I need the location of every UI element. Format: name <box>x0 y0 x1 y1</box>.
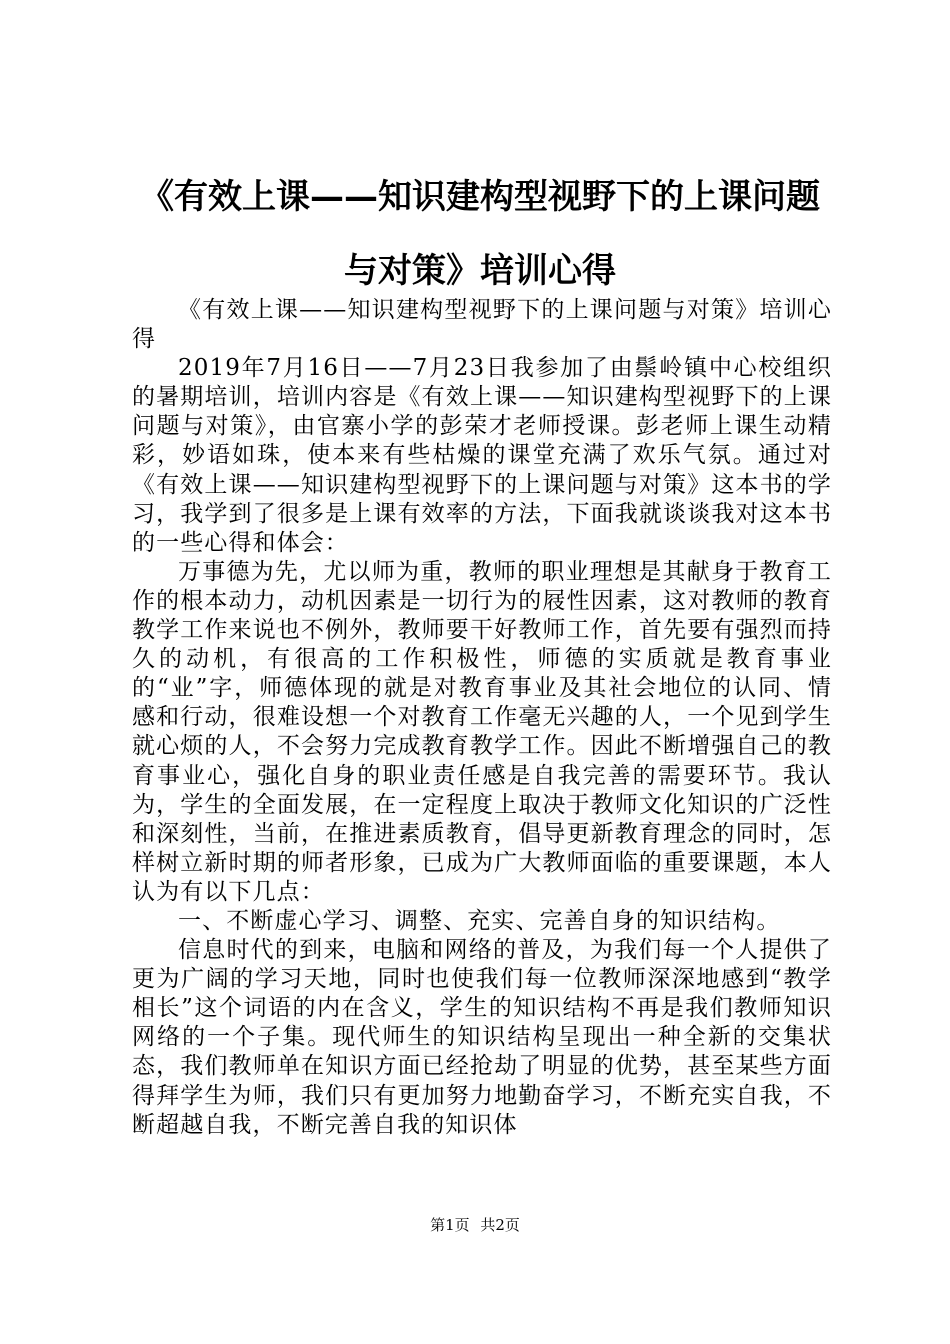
paragraph-introduction: 2019年7月16日——7月23日我参加了由鬃岭镇中心校组织的暑期培训，培训内容是《有效上课——知识建构型视野下的上课问题与对策》，由官寨小学的彭荣才老师授课。彭老师上课生动精彩，妙语如珠，使本来有些枯燥的课堂充满了欢乐气氛。通过对《有效上课——知识建构型视野下的上课问题与对策》这本书的学习，我学到了很多是上课有效率的方法，下面我就谈谈我对这本书的一些心得和体会： <box>132 355 832 556</box>
paragraph-subtitle: 《有效上课——知识建构型视野下的上课问题与对策》培训心得 <box>132 297 832 353</box>
paragraph-teacher-ethics: 万事德为先，尤以师为重，教师的职业理想是其献身于教育工作的根本动力，动机因素是一切行为的屐性因素，这对教师的教育教学工作来说也不例外，教师要干好教师工作，首先要有强烈而持久的动机，有很高的工作积极性，师德的实质就是教育事业的“业”字，师德体现的就是对教育事业及其社会地位的认同、情感和行动，很难设想一个对教育工作毫无兴趣的人，一个见到学生就心烦的人，不会努力完成教育教学工作。因此不断增强自己的教育事业心，强化自身的职业责任感是自我完善的需要环节。我认为，学生的全面发展，在一定程度上取决于教师文化知识的广泛性和深刻性，当前，在推进素质教育，倡导更新教育理念的同时，怎样树立新时期的师者形象，已成为广大教师面临的重要课题，本人认为有以下几点： <box>132 558 832 905</box>
page-number: 第1页 <box>430 1216 470 1234</box>
document-title: 《有效上课——知识建构型视野下的上课问题与对策》培训心得 <box>140 177 820 291</box>
page-footer <box>0 1215 950 1235</box>
paragraph-point-one-heading: 一、不断虚心学习、调整、充实、完善自身的知识结构。 <box>178 907 781 934</box>
paragraph-information-age: 信息时代的到来，电脑和网络的普及，为我们每一个人提供了更为广阔的学习天地，同时也使我们每一位教师深深地感到“教学相长”这个词语的内在含义，学生的知识结构不再是我们教师知识网络的一个子集。现代师生的知识结构呈现出一种全新的交集状态，我们教师单在知识方面已经抢劫了明显的优势，甚至某些方面得拜学生为师，我们只有更加努力地勤奋学习，不断充实自我，不断超越自我，不断完善自我的知识体 <box>132 937 832 1138</box>
page-total: 共2页 <box>480 1216 520 1234</box>
document-body <box>132 296 832 1140</box>
